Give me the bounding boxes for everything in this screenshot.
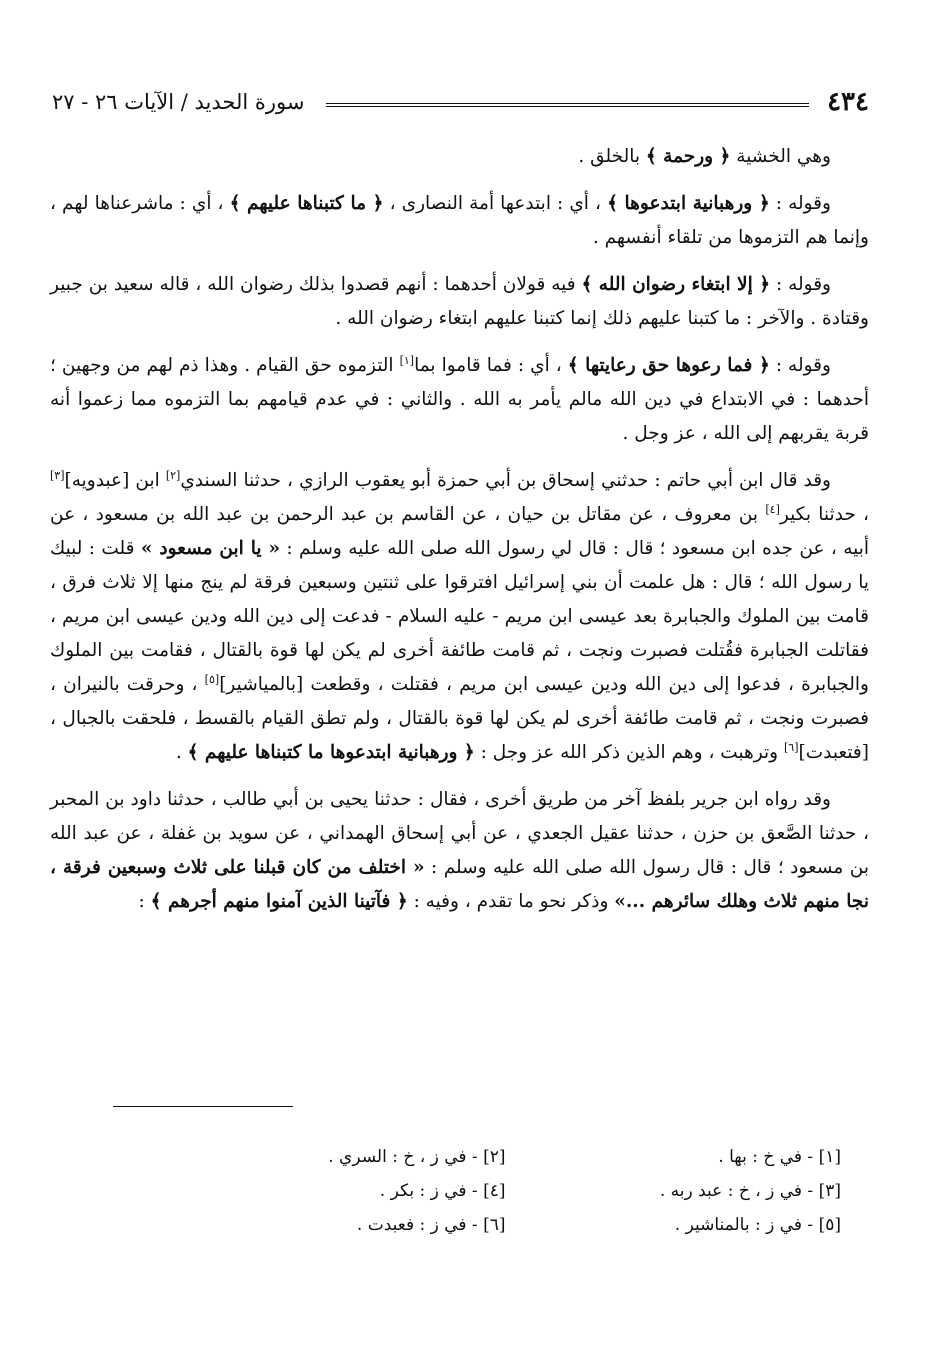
text-span: التزموه حق القيام . وهذا ذم لهم من وجهين ؛ أحدهما : في الابتداع في دين الله مالم يأمر به الله . والثاني : في عدم قيامهم بما التزموه مما زعموا أنه قربة يقربهم إلى الله ، عز وجل . (50, 355, 869, 444)
hadith-quote: « اختلف من كان قبلنا على ثلاث وسبعين فرقة ، نجا منهم ثلاث وهلك سائرهم ...» (50, 857, 869, 912)
quran-quote: ﴿ فما رعوها حق رعايتها ﴾ (567, 355, 770, 376)
text-span: وقد قال ابن أبي حاتم : حدثني إسحاق بن أبي حمزة أبو يعقوب الرازي ، حدثنا السندي (180, 470, 831, 491)
text-span: ، أي : ماشرعناها لهم ، وإنما هم التزموها من تلقاء أنفسهم . (50, 193, 869, 248)
paragraph (50, 140, 869, 174)
quran-quote: ﴿ فآتينا الذين آمنوا منهم أجرهم ﴾ (150, 891, 408, 912)
paragraph (50, 268, 869, 336)
paragraph (50, 783, 869, 919)
text-span: بالخلق . (578, 146, 641, 167)
text-span: ابن [عبدويه] (64, 470, 160, 491)
footnote: [٦] - في ز : فعبدت . (356, 1215, 506, 1235)
page-header (52, 80, 869, 124)
header-rule (326, 103, 809, 107)
text-span: وذكر نحو ما تقدم ، وفيه : (413, 891, 609, 912)
quran-quote: ﴿ ورهبانية ابتدعوها ما كتبناها عليهم ﴾ (187, 742, 475, 763)
footnotes (170, 1142, 841, 1240)
footnote-ref: [٣] (50, 468, 65, 482)
text-span: ، وحرقت بالنيران ، فصبرت ونجت ، ثم قامت طائفة أخرى لم يكن لها قوة بالقتال ، ولم تطق القيام بالقسط ، فلحقت بالجبال ، [فتعبدت] (50, 674, 869, 763)
footnote: [٢] - في ز ، خ : السري . (328, 1147, 506, 1167)
page-body (50, 140, 869, 932)
text-span: وقوله : (775, 193, 831, 214)
quran-quote: ﴿ إلا ابتغاء رضوان الله ﴾ (581, 274, 771, 295)
footnote-rule (113, 1106, 293, 1107)
footnote: [٤] - في ز : بكر . (379, 1181, 506, 1201)
text-span: وهي الخشية (736, 146, 831, 167)
text-span: : (138, 891, 145, 912)
footnote-ref: [١] (399, 353, 415, 367)
text-span: وقد رواه ابن جرير بلفظ آخر من طريق أخرى ، فقال : حدثنا يحيى بن أبي طالب ، حدثنا داود بن المحبر ، حدثنا الصَّعق بن حزن ، حدثنا عقيل الجعدي ، عن أبي إسحاق الهمداني ، عن سويد بن غفلة ، عن عبد الله بن مسعود ؛ قال : قال رسول الله صلى الله عليه وسلم : (50, 789, 869, 878)
text-span: وقوله : (775, 355, 831, 376)
text-span: بن معروف ، عن مقاتل بن حيان ، عن القاسم بن عبد الرحمن بن عبد الله بن مسعود ، عن أبيه ، عن جده ابن مسعود ؛ قال : قال لي رسول الله صلى الله عليه وسلم : (50, 504, 869, 559)
text-span: وقوله : (775, 274, 831, 295)
paragraph (50, 464, 869, 770)
page-number: ٤٣٤ (827, 87, 869, 117)
text-span: ، أي : ابتدعها أمة النصارى ، (389, 193, 601, 214)
text-span: . (175, 742, 182, 763)
footnote: [٣] - في ز ، خ : عبد ربه . (659, 1181, 841, 1201)
text-span: ، حدثنا بكير (779, 504, 870, 525)
quran-quote: ﴿ ورحمة ﴾ (645, 146, 731, 167)
text-span: قلت : لبيك يا رسول الله ؛ قال : هل علمت أن بني إسرائيل افترقوا على ثنتين وسبعين فرقة لم ينج منها إلا ثلاث فرق ، قامت بين الملوك والجبابرة بعد عيسى ابن مريم - عليه السلام - فدعت إلى دين الله ودين عيسى ابن مريم ، فقاتلت الجبابرة فقُتلت فصبرت ونجت ، ثم قامت طائفة أخرى لم يكن لها قوة بالقتال ، فقامت بين الملوك والجبابرة ، فدعوا إلى دين الله ودين عيسى ابن مريم ، فقتلت ، وقطعت [بالمياشير] (50, 538, 869, 695)
quran-quote: ﴿ ورهبانية ابتدعوها ﴾ (607, 193, 770, 214)
paragraph (50, 187, 869, 255)
footnote-ref: [٢] (165, 468, 181, 482)
footnote: [١] - في خ : بها . (718, 1147, 841, 1167)
paragraph (50, 349, 869, 451)
text-span: ، أي : فما قاموا بما (414, 355, 562, 376)
footnote-ref: [٥] (204, 672, 220, 686)
footnote: [٥] - في ز : بالمناشير . (674, 1215, 841, 1235)
footnote-ref: [٦] (783, 740, 799, 754)
running-title: سورة الحديد / الآيات ٢٦ - ٢٧ (52, 90, 305, 114)
quran-quote: ﴿ ما كتبناها عليهم ﴾ (229, 193, 384, 214)
text-span: فيه قولان أحدهما : أنهم قصدوا بذلك رضوان الله ، قاله سعيد بن جبير وقتادة . والآخر : ما كتبنا عليهم ذلك إنما كتبنا عليهم ابتغاء رضوان الله . (50, 274, 869, 329)
footnote-ref: [٤] (765, 502, 780, 516)
text-span: وترهبت ، وهم الذين ذكر الله عز وجل : (480, 742, 779, 763)
hadith-quote: « يا ابن مسعود » (140, 538, 281, 559)
